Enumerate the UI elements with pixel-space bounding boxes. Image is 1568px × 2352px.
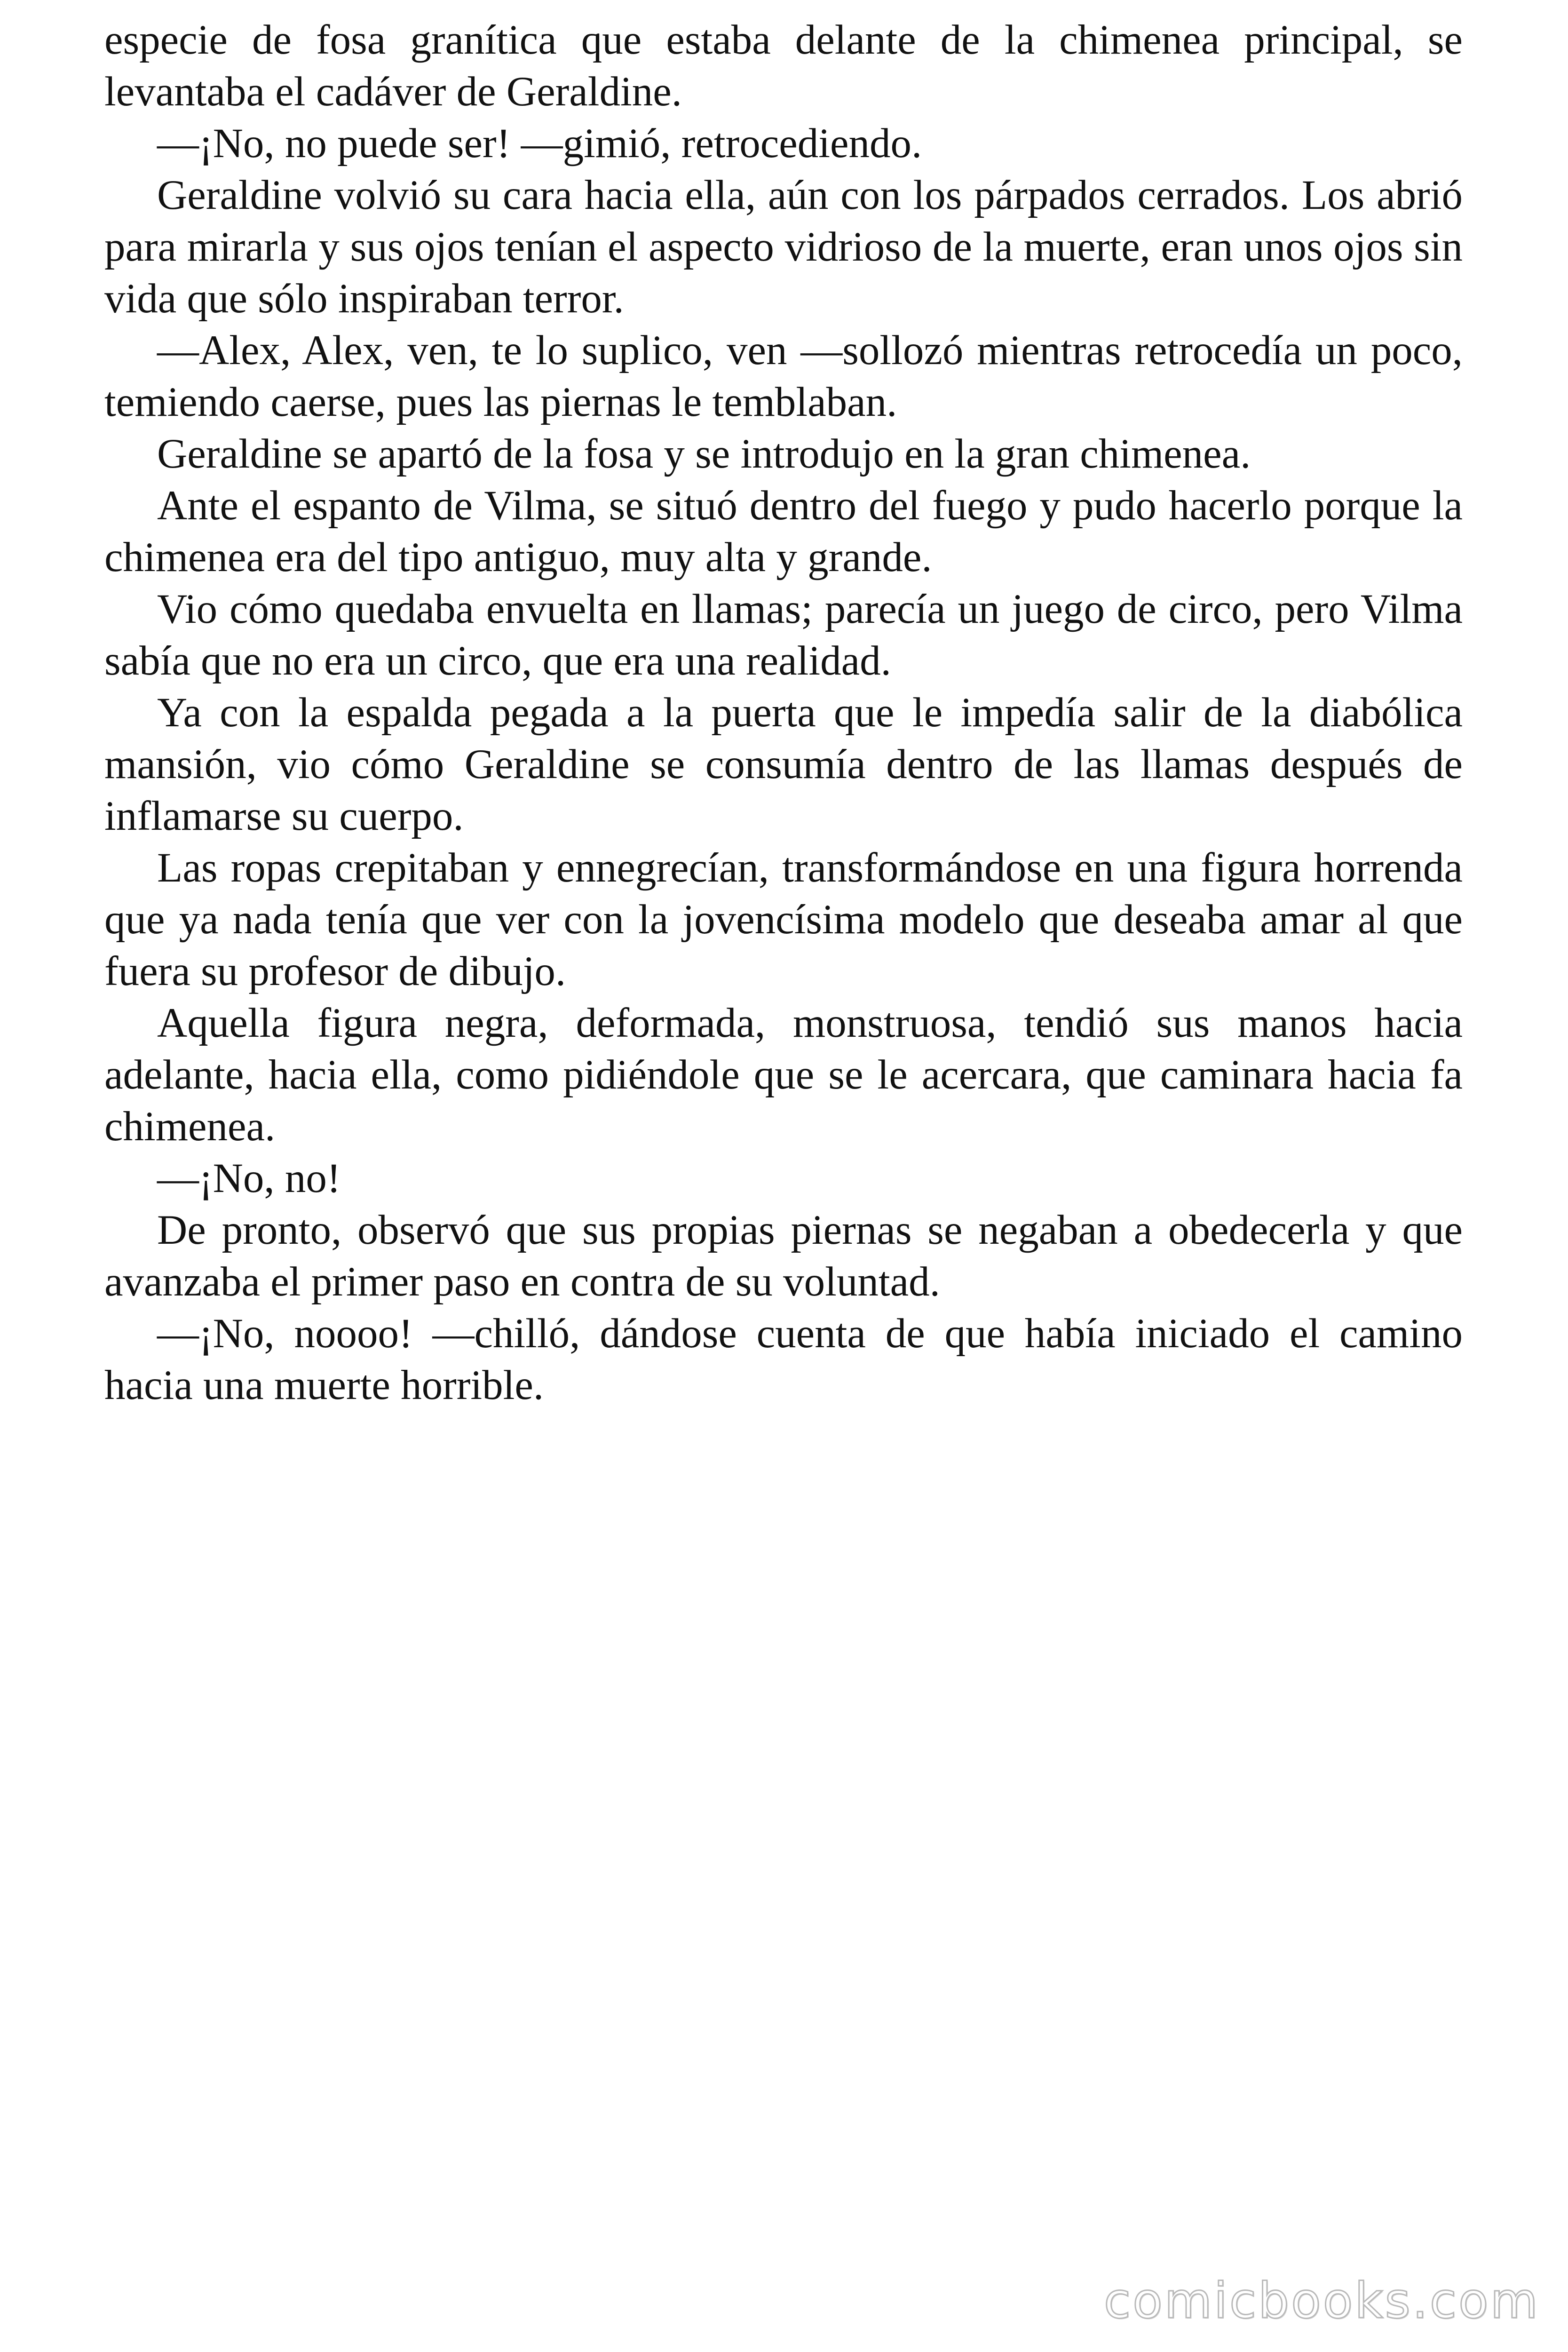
paragraph: Las ropas crepitaban y ennegrecían, transformándose en una figura horrenda que ya nada tenía que ver con la jovencísima modelo que deseaba amar al que fuera su profesor de dibujo.: [104, 845, 1463, 994]
paragraph: Geraldine volvió su cara hacia ella, aún con los párpados cerrados. Los abrió para mirarla y sus ojos tenían el aspecto vidrioso de la muerte, eran unos ojos sin vida que sólo inspiraban terror.: [104, 172, 1463, 322]
paragraph: especie de fosa granítica que estaba delante de la chimenea principal, se levantaba el cadáver de Geraldine.: [104, 17, 1463, 115]
paragraph: —¡No, noooo! —chilló, dándose cuenta de que había iniciado el camino hacia una muerte horrible.: [104, 1311, 1463, 1408]
paragraph: —¡No, no!: [157, 1155, 341, 1201]
watermark: comicbooks.com: [1103, 2272, 1540, 2329]
paragraph: Aquella figura negra, deformada, monstruosa, tendió sus manos hacia adelante, hacia ella, como pidiéndole que se le acercara, que caminara hacia fa chimenea.: [104, 1000, 1463, 1150]
paragraph: De pronto, observó que sus propias piernas se negaban a obedecerla y que avanzaba el primer paso en contra de su voluntad.: [104, 1207, 1463, 1305]
paragraph: Ante el espanto de Vilma, se situó dentro del fuego y pudo hacerlo porque la chimenea era del tipo antiguo, muy alta y grande.: [104, 483, 1463, 580]
paragraph: Ya con la espalda pegada a la puerta que le impedía salir de la diabólica mansión, vio cómo Geraldine se consumía dentro de las llamas después de inflamarse su cuerpo.: [104, 690, 1463, 839]
paragraph: —Alex, Alex, ven, te lo suplico, ven —sollozó mientras retrocedía un poco, temiendo caerse, pues las piernas le temblaban.: [104, 327, 1463, 425]
body-text: [104, 14, 1463, 1411]
paragraph: —¡No, no puede ser! —gimió, retrocediendo.: [157, 120, 922, 167]
paragraph: Geraldine se apartó de la fosa y se introdujo en la gran chimenea.: [157, 431, 1251, 477]
paragraph: Vio cómo quedaba envuelta en llamas; parecía un juego de circo, pero Vilma sabía que no era un circo, que era una realidad.: [104, 586, 1463, 684]
